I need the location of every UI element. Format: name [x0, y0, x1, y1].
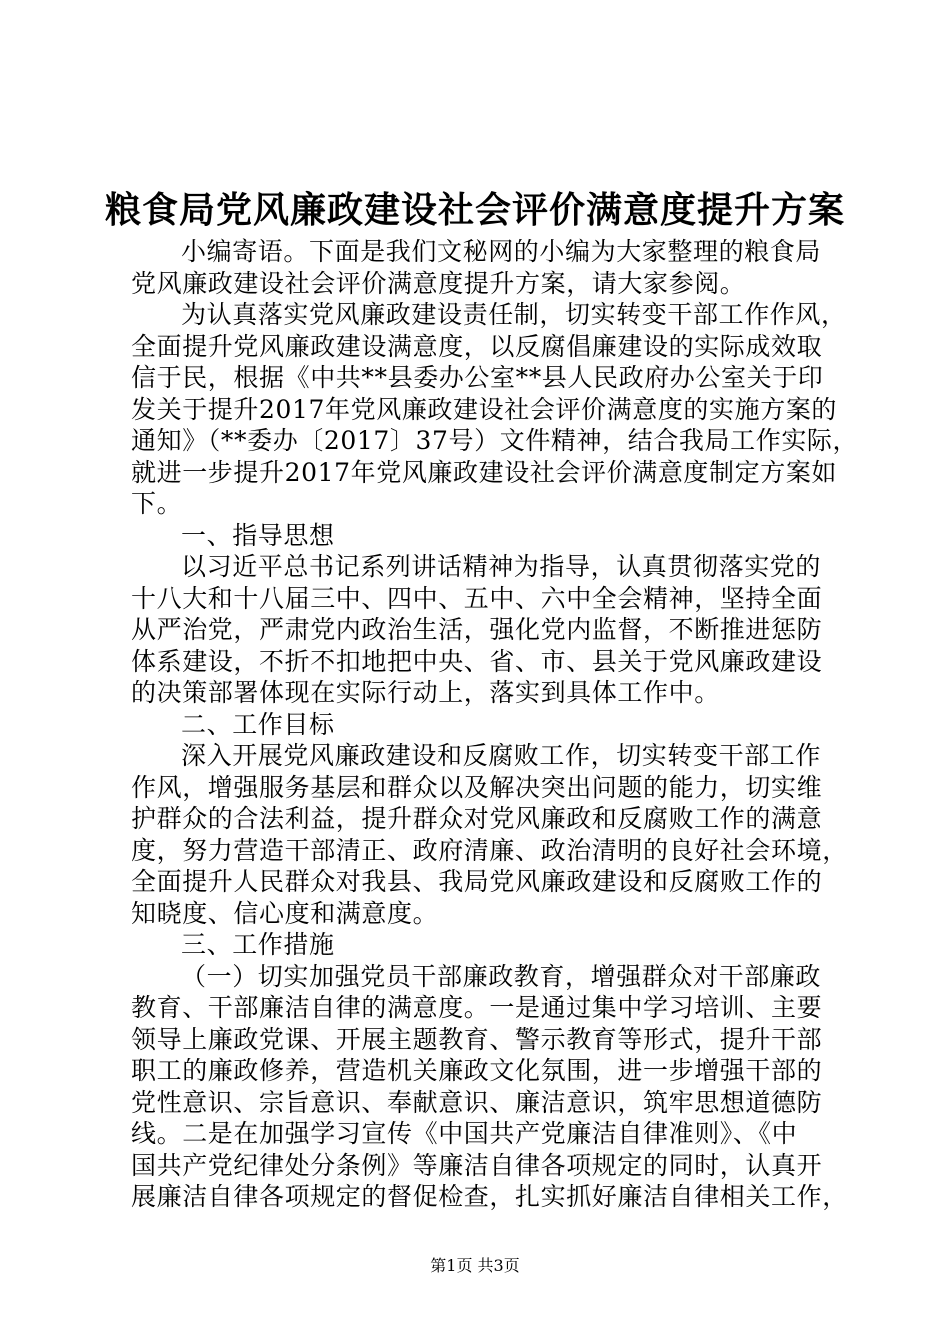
text-line: 作风，增强服务基层和群众以及解决突出问题的能力，切实维: [131, 772, 823, 802]
text-line: 一、指导思想: [181, 520, 335, 550]
text-line: 党风廉政建设社会评价满意度提升方案，请大家参阅。: [131, 268, 746, 298]
page-footer: 第1页 共3页: [430, 1256, 520, 1275]
text-line: 度，努力营造干部清正、政府清廉、政治清明的良好社会环境，: [131, 835, 848, 865]
text-line: 发关于提升2017年党风廉政建设社会评价满意度的实施方案的: [131, 394, 838, 424]
text-line: 知晓度、信心度和满意度。: [131, 898, 439, 928]
text-line: 以习近平总书记系列讲话精神为指导，认真贯彻落实党的: [181, 552, 822, 581]
text-line: 信于民，根据《中共**县委办公室**县人民政府办公室关于印: [131, 363, 824, 392]
text-line: 为认真落实党风廉政建设责任制，切实转变干部工作作风，: [181, 300, 847, 329]
text-line: 全面提升党风廉政建设满意度，以反腐倡廉建设的实际成效取: [131, 331, 823, 361]
text-line: 三、工作措施: [181, 930, 335, 959]
text-line: 教育、干部廉洁自律的满意度。一是通过集中学习培训、主要: [131, 993, 823, 1022]
text-line: 领导上廉政党课、开展主题教育、警示教育等形式，提升干部: [131, 1024, 823, 1054]
text-line: 全面提升人民群众对我县、我局党风廉政建设和反腐败工作的: [131, 867, 823, 896]
text-line: 深入开展党风廉政建设和反腐败工作，切实转变干部工作: [181, 741, 822, 770]
document-title: 粮食局党风廉政建设社会评价满意度提升方案: [104, 190, 845, 231]
text-line: 通知》（**委办〔2017〕37号）文件精神，结合我局工作实际，: [131, 426, 859, 455]
text-line: 的决策部署体现在实际行动上，落实到具体工作中。: [131, 678, 720, 707]
document-body: [131, 236, 859, 1213]
text-line: 从严治党，严肃党内政治生活，强化党内监督，不断推进惩防: [131, 615, 823, 644]
text-line: 二、工作目标: [181, 709, 335, 739]
text-line: 就进一步提升2017年党风廉政建设社会评价满意度制定方案如: [131, 457, 838, 487]
text-line: 展廉洁自律各项规定的督促检查，扎实抓好廉洁自律相关工作，: [131, 1182, 848, 1211]
text-line: 党性意识、宗旨意识、奉献意识、廉洁意识，筑牢思想道德防: [131, 1087, 823, 1117]
text-line: 体系建设，不折不扣地把中央、省、市、县关于党风廉政建设: [131, 646, 823, 676]
text-line: 小编寄语。下面是我们文秘网的小编为大家整理的粮食局: [181, 237, 822, 266]
text-line: 护群众的合法利益，提升群众对党风廉政和反腐败工作的满意: [131, 804, 823, 833]
text-line: 国共产党纪律处分条例》等廉洁自律各项规定的同时，认真开: [131, 1150, 823, 1180]
text-line: 十八大和十八届三中、四中、五中、六中全会精神，坚持全面: [131, 583, 823, 613]
text-line: 下。: [131, 489, 183, 518]
text-line: （一）切实加强党员干部廉政教育，增强群众对干部廉政: [181, 961, 822, 991]
text-line: 线。二是在加强学习宣传《中国共产党廉洁自律准则》、《中: [131, 1119, 798, 1148]
text-line: 职工的廉政修养，营造机关廉政文化氛围，进一步增强干部的: [131, 1056, 823, 1085]
